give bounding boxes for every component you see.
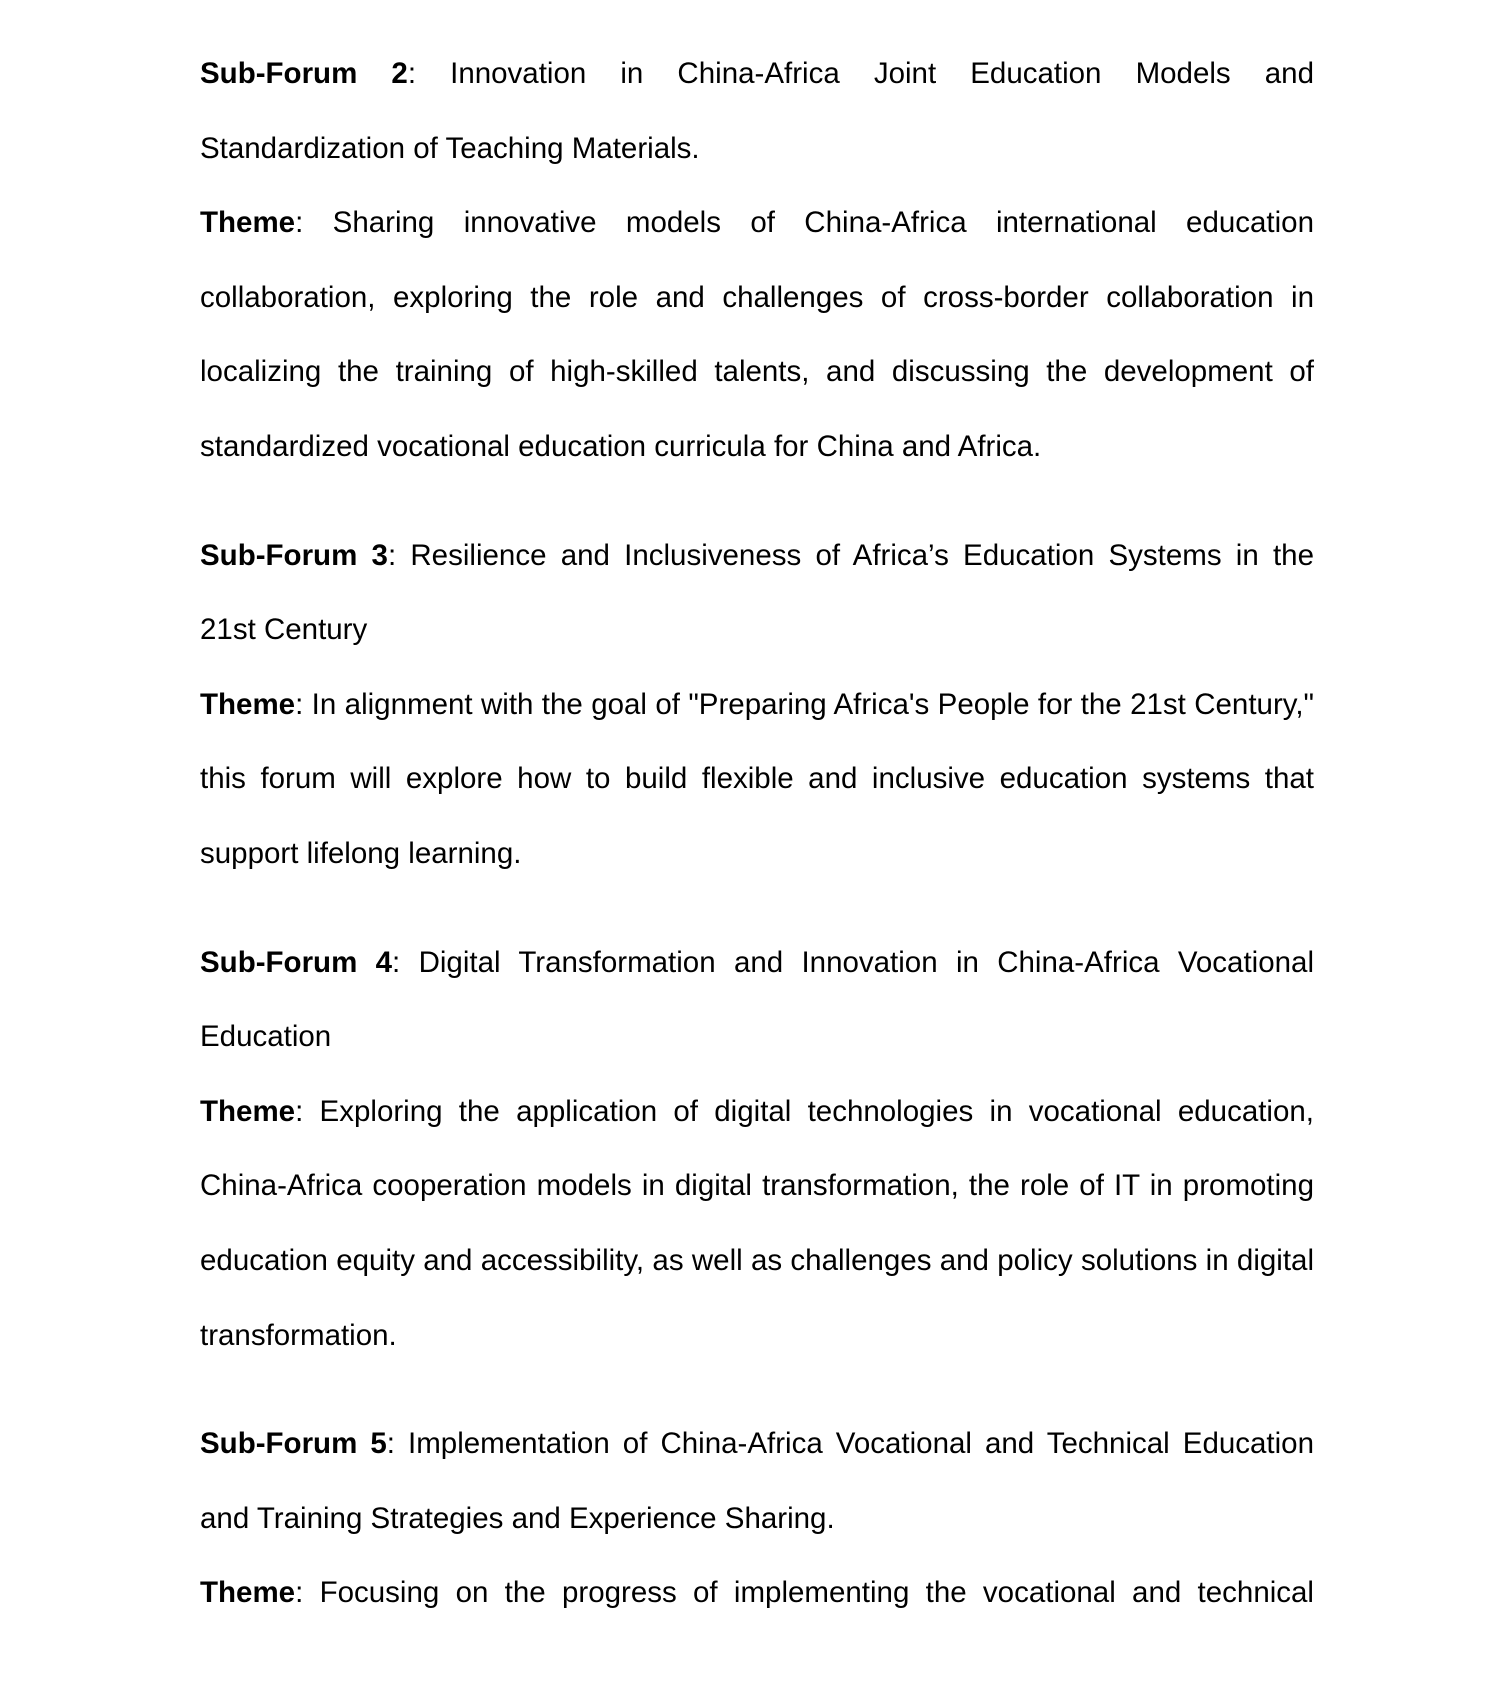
sub-forum-2-title: Innovation in China-Africa Joint Education Models and Standardization of Teaching Materials.: [200, 57, 1314, 165]
sub-forum-4-separator: :: [392, 945, 401, 979]
sub-forum-5-separator: :: [386, 1427, 395, 1461]
sub-forum-5-label: Sub-Forum 5: [200, 1427, 387, 1461]
sub-forum-2-separator: :: [407, 57, 417, 90]
sub-forum-5-theme-label: Theme: [200, 1576, 296, 1610]
sub-forum-2-theme: [200, 186, 1314, 484]
document-page: [200, 37, 1314, 1631]
sub-forum-5-theme-text: Focusing on the progress of implementing the vocational and technical: [303, 1576, 1314, 1610]
sub-forum-5-title: Implementation of China-Africa Vocational and Technical Education and Training Strategies and Experience Sharing.: [200, 1427, 1314, 1535]
sub-forum-3-label: Sub-Forum 3: [200, 538, 388, 572]
sub-forum-4-label: Sub-Forum 4: [200, 945, 393, 979]
sub-forum-2-label: Sub-Forum 2: [200, 57, 408, 90]
sub-forum-4-theme-separator: :: [295, 1094, 304, 1128]
sub-forum-5-section: [200, 1407, 1314, 1631]
sub-forum-2-theme-separator: :: [295, 206, 304, 240]
sub-forum-5-theme-separator: :: [295, 1576, 304, 1610]
sub-forum-4-title: Digital Transformation and Innovation in China-Africa Vocational Education: [200, 945, 1314, 1054]
sub-forum-3-theme: [200, 668, 1314, 892]
sub-forum-3-section: [200, 519, 1314, 892]
sub-forum-5-heading: [200, 1407, 1314, 1556]
sub-forum-4-theme: [200, 1075, 1314, 1373]
sub-forum-4-heading: [200, 926, 1314, 1075]
sub-forum-3-separator: :: [387, 538, 397, 572]
sub-forum-3-theme-label: Theme: [200, 687, 296, 721]
sub-forum-3-theme-separator: :: [295, 687, 304, 721]
sub-forum-4-section: [200, 926, 1314, 1374]
sub-forum-3-heading: [200, 519, 1314, 668]
sub-forum-2-theme-label: Theme: [200, 206, 296, 240]
sub-forum-5-theme: [200, 1556, 1314, 1631]
sub-forum-2-heading: [200, 37, 1314, 186]
sub-forum-3-theme-text: In alignment with the goal of "Preparing Africa's People for the 21st Century," this forum will explore how to build flexible and inclusive education systems that support lifelong learning.: [200, 687, 1314, 870]
sub-forum-2-theme-text: Sharing innovative models of China-Africa international education collaboration, exploring the role and challenges of cross-border collaboration in localizing the training of high-skilled talents, and discussing the development of standardized vocational education curricula for China and Africa.: [200, 206, 1314, 463]
sub-forum-4-theme-text: Exploring the application of digital technologies in vocational education, China-Africa cooperation models in digital transformation, the role of IT in promoting education equity and accessibility, as well as challenges and policy solutions in digital transformation.: [200, 1094, 1314, 1352]
sub-forum-3-title: Resilience and Inclusiveness of Africa’s Education Systems in the 21st Century: [200, 538, 1314, 647]
sub-forum-4-theme-label: Theme: [200, 1094, 296, 1128]
sub-forum-2-section: [200, 37, 1314, 485]
